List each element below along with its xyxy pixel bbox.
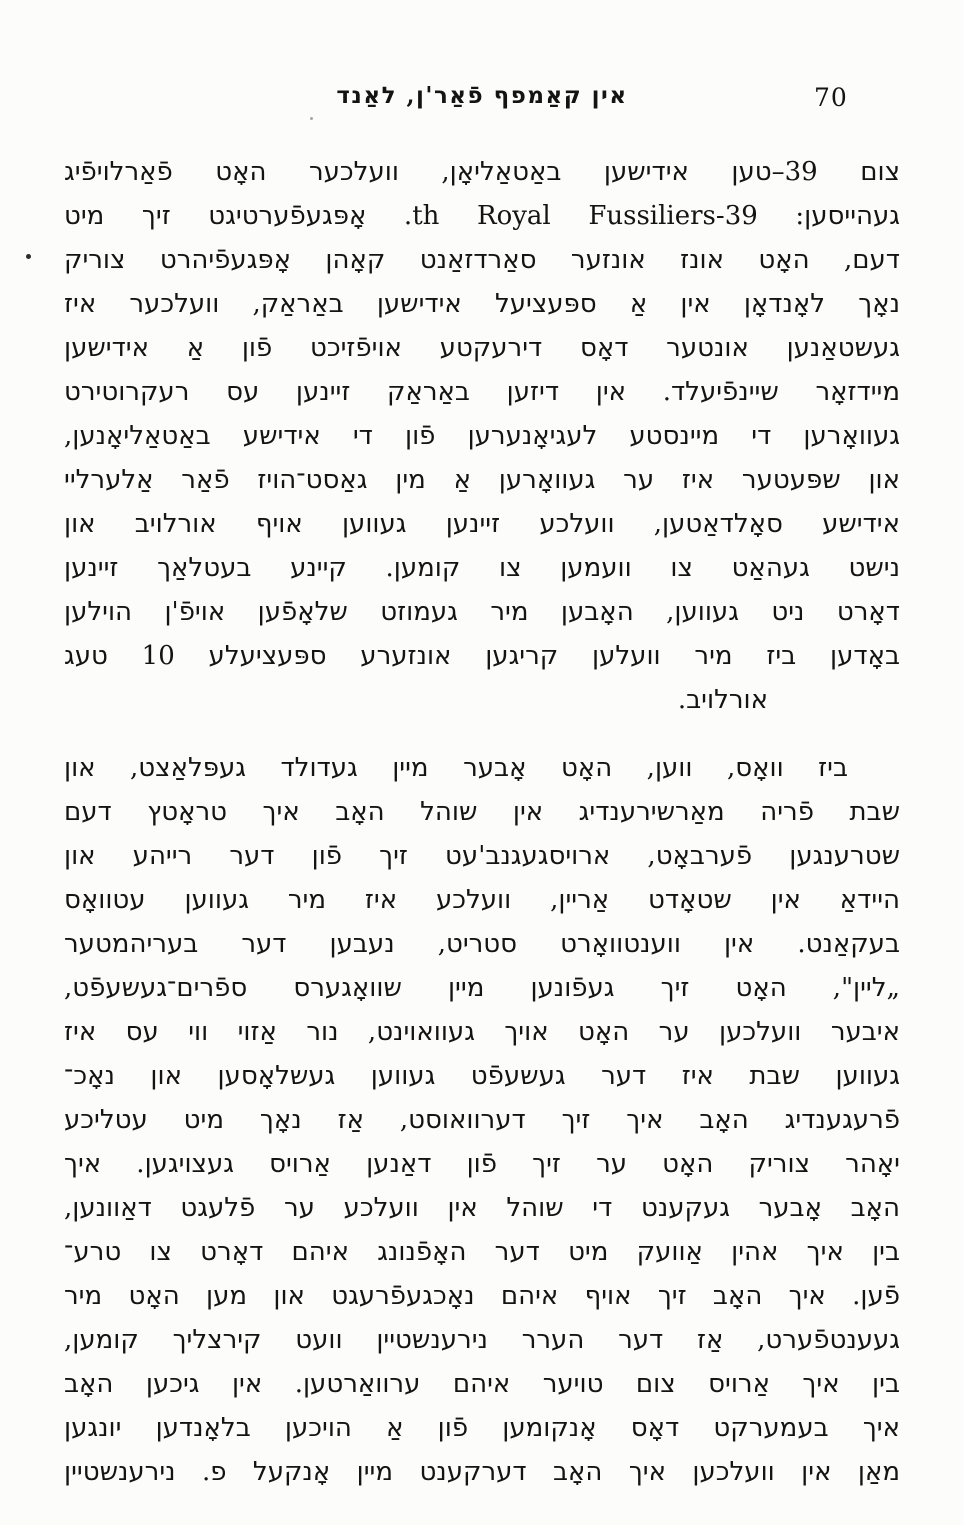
text-line: שבת פֿריה מאַרשירענדיג אין שוהל האָב איך טראָטץ דעם bbox=[64, 797, 900, 827]
paragraph-2 bbox=[64, 746, 900, 1494]
running-header-title: אין קאַמפף פֿאַר'ן, לאַנד bbox=[336, 82, 628, 109]
text-line: בין איך אהין אַוועק מיט דער האָפֿנונג איהם דאָרט צו טרע־ bbox=[64, 1237, 900, 1267]
text-line: געוואָרען די מיינסטע לעגיאָנערען פֿון די אידישע באַטאַליאָנען, bbox=[64, 421, 900, 451]
text-line: געענטפֿערט, אַז דער הערר נירענשטיין וועט קירצליך קומען, bbox=[64, 1325, 900, 1355]
paragraph-1 bbox=[64, 150, 900, 722]
page-number: 70 bbox=[814, 83, 848, 112]
text-line: מיידזאָר שיינפֿיעלד. אין דיזען באַראַק זיינען עס רעקרוטירט bbox=[64, 377, 900, 407]
running-header bbox=[0, 82, 964, 118]
text-line: אידישע סאָלדאַטען, וועלכע זיינען געווען אויף אורלויב און bbox=[64, 509, 900, 539]
text-line: נאָך לאָנדאָן אין אַ ספּעציעל אידישען באַראַק, וועלכער איז bbox=[64, 289, 900, 319]
text-line: געהייסען: 39-th Royal Fussiliers. אָפּגעפֿערטיגט זיך מיט bbox=[64, 201, 900, 231]
text-line: „ליין", האָט זיך געפֿונען מיין שוואָגערס ספֿרים־געשעפֿט, bbox=[64, 973, 900, 1003]
text-line: מאַן אין וועלכען איך האָב דערקענט מיין אָנקעל פ. נירענשטיין bbox=[64, 1457, 900, 1487]
page-body bbox=[64, 150, 900, 1494]
text-line: אורלויב. bbox=[677, 685, 768, 715]
ink-speck bbox=[310, 117, 313, 120]
text-line: באָדען ביז מיר וועלען קריגען אונזערע ספּעציעלע 10 טעג bbox=[64, 641, 900, 671]
text-line: און שפּעטער איז ער געוואָרען אַ מין גאַסט־הויז פֿאַר אַלערליי bbox=[64, 465, 900, 495]
ink-speck bbox=[26, 254, 31, 259]
text-line: נישט געהאַט צו וועמען צו קומען. קיינע בעטלאַך זיינען bbox=[64, 553, 900, 583]
text-line: פֿען. איך האָב זיך אויף איהם נאָכגעפֿרעגט און מען האָט מיר bbox=[64, 1281, 900, 1311]
text-line: היידאַ אין שטאָדט אַריין, וועלכע איז מיר געווען עטוואָס bbox=[64, 885, 900, 915]
text-line: יאָהר צוריק האָט ער זיך פֿון דאַנען אַרויס געצויגען. איך bbox=[64, 1149, 900, 1179]
text-line: ביז וואָס, ווען, האָט אָבער מיין געדולד געפּלאַצט, און bbox=[64, 753, 848, 783]
text-line: שטרענגען פֿערבאָט, ארויסגעגנב'עט זיך פֿון דער רייהע און bbox=[64, 841, 900, 871]
text-line: דעם, האָט אונז אונזער סאַרדזאַנט קאָהן אָפּגעפֿיהרט צוריק bbox=[64, 245, 900, 275]
text-line: האָב אָבער געקענט די שוהל אין וועלכע ער פֿלעגט דאַוונען, bbox=[64, 1193, 900, 1223]
text-line: צום 39–טען אידישען באַטאַליאָן, וועלכער האָט פֿאַרלויפֿיג bbox=[64, 157, 900, 187]
text-line: דאָרט ניט געווען, האָבען מיר געמוזט שלאָפֿען אויפֿ'ן הוילען bbox=[64, 597, 900, 627]
text-line: איך בעמערקט דאָס אָנקומען פֿון אַ הויכען בלאָנדען יונגען bbox=[64, 1413, 900, 1443]
text-line: בין איך אַרויס צום טויער איהם ערוואַרטען. אין גיכען האָב bbox=[64, 1369, 900, 1399]
text-line: געשטאַנען אונטער דאָס דירעקטע אויפֿזיכט פֿון אַ אידישען bbox=[64, 333, 900, 363]
text-line: איבער וועלכען ער האָט אויך געוואוינט, נור אַזוי ווי עס איז bbox=[64, 1017, 900, 1047]
text-line: בעקאַנט. אין ווענטוואָרט סטריט, נעבען דער בעריהמטער bbox=[64, 929, 900, 959]
text-line: פֿרעגענדיג האָב איך זיך דערוואוסט, אַז נאָך מיט עטליכע bbox=[64, 1105, 900, 1135]
text-line: געווען שבת איז דער געשעפֿט געווען געשלאָסען און נאָכ־ bbox=[64, 1061, 900, 1091]
